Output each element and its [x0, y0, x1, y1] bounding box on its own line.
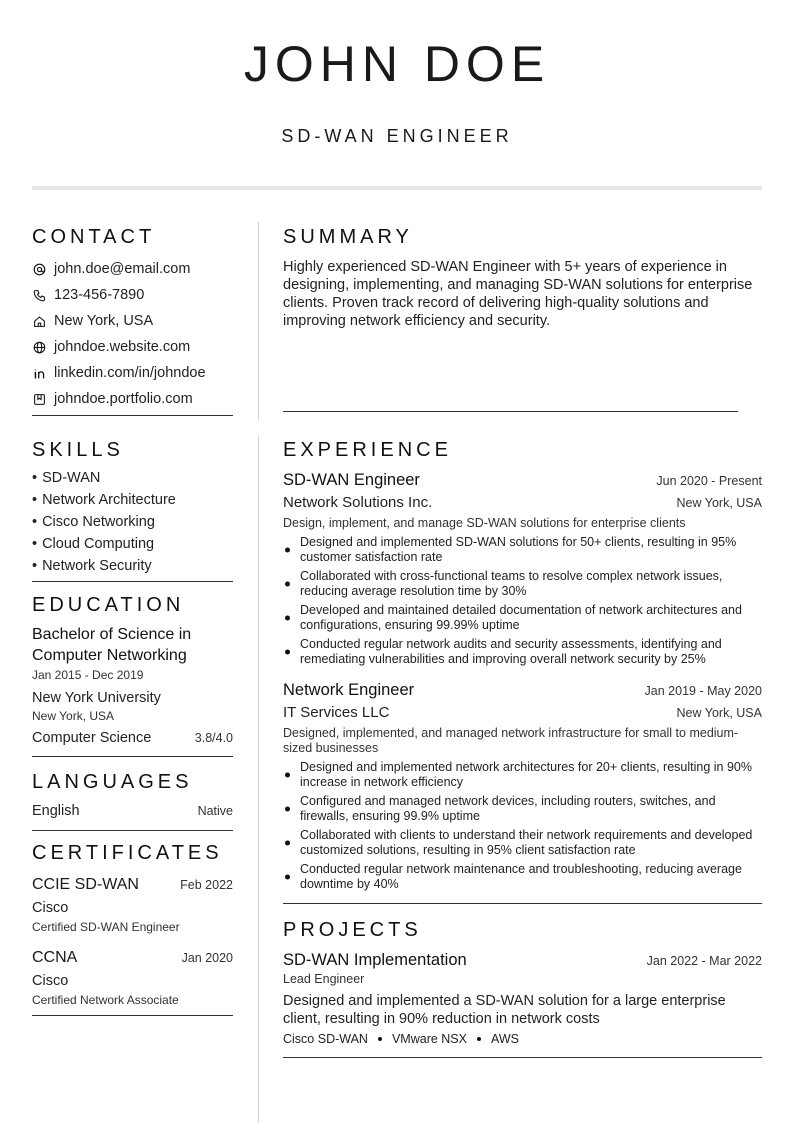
- languages-section: [32, 769, 233, 831]
- job-bullet: Designed and implemented network architectures for 20+ clients, resulting in 90% increase in network efficiency: [283, 760, 762, 790]
- education-location: New York, USA: [32, 709, 115, 723]
- projects-title: PROJECTS: [283, 919, 422, 941]
- project-tag: AWS: [491, 1032, 520, 1046]
- job-company: Network Solutions Inc.: [283, 494, 433, 511]
- project-tags: [283, 1032, 762, 1046]
- experience-section: [283, 437, 762, 904]
- summary-title: SUMMARY: [283, 226, 413, 248]
- contact-portfolio-text: johndoe.portfolio.com: [54, 391, 193, 407]
- languages-title: LANGUAGES: [32, 771, 193, 793]
- certificates-title: CERTIFICATES: [32, 842, 223, 864]
- certificate-item: [32, 947, 233, 1008]
- project-desc: Designed and implemented a SD-WAN solution for a large enterprise client, resulting in 90% reduction in network costs: [283, 993, 726, 1027]
- project-entry: [283, 949, 762, 1046]
- certificate-desc: Certified Network Associate: [32, 993, 179, 1007]
- contact-phone-text: 123-456-7890: [54, 287, 145, 303]
- certificate-name: CCNA: [32, 949, 78, 966]
- job-bullet: Developed and maintained detailed documentation of network architectures and configurations, ensuring 99.99% uptime: [283, 603, 762, 633]
- language-item: [32, 801, 233, 821]
- projects-divider: [283, 1057, 762, 1058]
- job-dates: Jun 2020 - Present: [656, 474, 762, 488]
- certificate-issuer: Cisco: [32, 973, 69, 989]
- header-divider: [32, 186, 762, 190]
- project-name: SD-WAN Implementation: [283, 951, 467, 969]
- job-bullet: Conducted regular network audits and security assessments, identifying and remediating vulnerabilities and improving overall network security by 25%: [283, 637, 762, 667]
- project-tag: VMware NSX: [391, 1032, 467, 1046]
- globe-icon: [32, 340, 46, 354]
- contact-divider: [32, 415, 233, 416]
- job-bullet: Collaborated with clients to understand their network requirements and developed customized solutions, resulting in 95% client satisfaction rate: [283, 828, 762, 858]
- certificate-issuer: Cisco: [32, 900, 69, 916]
- job-location: New York, USA: [676, 496, 762, 510]
- job-title: SD-WAN Engineer: [283, 471, 420, 489]
- job-desc: Designed, implemented, and managed network infrastructure for small to medium-sized businesses: [283, 726, 739, 755]
- contact-website[interactable]: [32, 334, 233, 360]
- certificates-section: [32, 840, 233, 1016]
- contact-title: CONTACT: [32, 226, 156, 248]
- home-icon: [32, 314, 46, 328]
- job-location: New York, USA: [676, 706, 762, 720]
- contact-linkedin[interactable]: [32, 360, 233, 386]
- skill-item: • Cisco Networking: [32, 511, 233, 533]
- skill-item: • Network Architecture: [32, 489, 233, 511]
- language-level: Native: [197, 804, 233, 818]
- job-bullet: Designed and implemented SD-WAN solutions for 50+ clients, resulting in 95% customer satisfaction rate: [283, 535, 762, 565]
- portfolio-icon: [32, 392, 46, 406]
- tag-separator: [378, 1037, 382, 1041]
- contact-portfolio[interactable]: [32, 386, 233, 412]
- certificate-item: [32, 874, 233, 935]
- contact-linkedin-text: linkedin.com/in/johndoe: [54, 365, 206, 381]
- job-title: Network Engineer: [283, 681, 415, 699]
- certificate-desc: Certified SD-WAN Engineer: [32, 920, 180, 934]
- project-tag: Cisco SD-WAN: [283, 1032, 368, 1046]
- education-section: [32, 592, 233, 757]
- phone-icon: [32, 288, 46, 302]
- job-bullet: Configured and managed network devices, including routers, switches, and firewalls, ensuring 99.9% uptime: [283, 794, 762, 824]
- summary-text: Highly experienced SD-WAN Engineer with 5+ years of experience in designing, implementing, and managing SD-WAN solutions for enterprise clients. Proven track record of delivering high-quality solutions and improving network efficiency and security.: [283, 259, 753, 329]
- skill-item: • Network Security: [32, 555, 233, 577]
- tag-separator: [477, 1037, 481, 1041]
- contact-location-text: New York, USA: [54, 313, 154, 329]
- projects-section: [283, 917, 762, 1058]
- column-divider-main: [258, 436, 259, 1123]
- education-degree: Bachelor of Science in Computer Networking: [32, 626, 192, 664]
- contact-website-text: johndoe.website.com: [54, 339, 191, 355]
- summary-divider: [283, 411, 738, 412]
- contact-location: [32, 308, 233, 334]
- skills-divider: [32, 581, 233, 582]
- job-bullet: Conducted regular network maintenance and troubleshooting, reducing average downtime by 40%: [283, 862, 762, 892]
- skills-section: [32, 437, 233, 582]
- experience-title: EXPERIENCE: [283, 439, 452, 461]
- certificate-name: CCIE SD-WAN: [32, 876, 139, 893]
- certificate-date: Feb 2022: [180, 878, 233, 892]
- skill-item: • Cloud Computing: [32, 533, 233, 555]
- linkedin-icon: [32, 366, 46, 380]
- contact-email-text: john.doe@email.com: [54, 261, 191, 277]
- skills-title: SKILLS: [32, 439, 124, 461]
- job-desc: Design, implement, and manage SD-WAN solutions for enterprise clients: [283, 516, 686, 530]
- project-role: Lead Engineer: [283, 972, 365, 986]
- contact-phone[interactable]: [32, 282, 233, 308]
- job-entry: [283, 469, 762, 667]
- education-field: Computer Science: [32, 730, 152, 746]
- contact-email[interactable]: [32, 256, 233, 282]
- education-title: EDUCATION: [32, 594, 185, 616]
- contact-section: [32, 224, 233, 416]
- education-gpa: 3.8/4.0: [194, 731, 233, 745]
- certificates-divider: [32, 1015, 233, 1016]
- education-divider: [32, 756, 233, 757]
- job-dates: Jan 2019 - May 2020: [644, 684, 762, 698]
- job-company: IT Services LLC: [283, 704, 390, 721]
- job-entry: [283, 679, 762, 892]
- project-dates: Jan 2022 - Mar 2022: [646, 954, 762, 968]
- education-school: New York University: [32, 690, 161, 706]
- language-name: English: [32, 803, 80, 819]
- skill-item: • SD-WAN: [32, 467, 233, 489]
- resume-role: SD-WAN ENGINEER: [281, 126, 513, 146]
- education-dates: Jan 2015 - Dec 2019: [32, 668, 144, 682]
- certificate-date: Jan 2020: [181, 951, 233, 965]
- column-divider-top: [258, 222, 259, 420]
- at-icon: [32, 262, 46, 276]
- languages-divider: [32, 830, 233, 831]
- resume-name: JOHN DOE: [243, 36, 551, 92]
- experience-divider: [283, 903, 762, 904]
- job-bullet: Collaborated with cross-functional teams to resolve complex network issues, reducing average resolution time by 30%: [283, 569, 762, 599]
- summary-section: [283, 224, 762, 330]
